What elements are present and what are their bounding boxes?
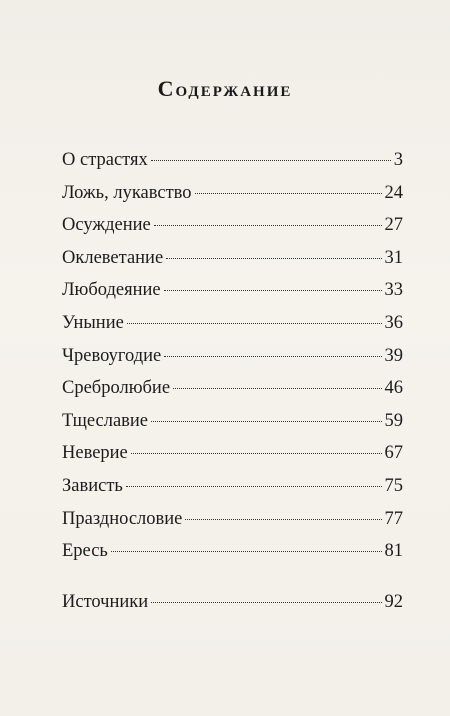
dot-leader	[131, 453, 382, 454]
toc-entry-page: 81	[384, 541, 403, 562]
toc-entry	[62, 541, 403, 574]
toc-entry-page: 24	[384, 182, 403, 203]
toc-entry-page: 39	[384, 345, 403, 366]
toc-entry	[62, 313, 403, 346]
toc-entry	[62, 183, 403, 216]
toc-entry-label: Оклеветание	[62, 247, 164, 268]
toc-entry	[62, 150, 403, 183]
toc-entry-page: 92	[384, 591, 403, 612]
toc-entry-label: Уныние	[62, 312, 124, 333]
dot-leader	[151, 160, 391, 161]
toc-entry	[62, 248, 403, 281]
toc-entry-label: Празднословие	[62, 508, 183, 529]
toc-entry	[62, 215, 403, 248]
toc-entry	[62, 346, 403, 379]
toc-entry-page: 46	[384, 378, 403, 399]
toc-entry-label: Чревоугодие	[62, 345, 162, 366]
toc-entry	[62, 509, 403, 542]
dot-leader	[195, 193, 382, 194]
toc-entry-label: Источники	[62, 591, 149, 612]
toc-entry-label: Ересь	[62, 541, 108, 562]
dot-leader	[126, 486, 382, 487]
toc-entry-label: Любодеяние	[62, 280, 161, 301]
toc-entry-sources	[62, 592, 403, 625]
toc-entry-label: Осуждение	[62, 215, 151, 236]
table-of-contents	[62, 150, 403, 624]
dot-leader	[111, 551, 382, 552]
toc-entry-page: 59	[384, 410, 403, 431]
toc-entry	[62, 378, 403, 411]
toc-entry-page: 36	[384, 312, 403, 333]
toc-entry-page: 67	[384, 443, 403, 464]
toc-entry-page: 33	[384, 280, 403, 301]
toc-entry-label: О страстях	[62, 150, 148, 170]
dot-leader	[164, 356, 381, 357]
toc-entry	[62, 443, 403, 476]
dot-leader	[151, 421, 381, 422]
dot-leader	[166, 258, 381, 259]
toc-entry-page: 27	[384, 215, 403, 236]
dot-leader	[151, 602, 381, 603]
toc-entry-page: 3	[393, 150, 403, 170]
dot-leader	[185, 519, 381, 520]
toc-entry-label: Ложь, лукавство	[62, 182, 192, 203]
toc-entry-page: 77	[384, 508, 403, 529]
toc-entry-label: Сребролюбие	[62, 378, 171, 399]
toc-entry-page: 31	[384, 247, 403, 268]
toc-entry	[62, 476, 403, 509]
dot-leader	[154, 225, 382, 226]
toc-entry-label: Зависть	[62, 475, 123, 496]
toc-entry	[62, 280, 403, 313]
dot-leader	[164, 290, 382, 291]
toc-entry-label: Тщеславие	[62, 410, 149, 431]
toc-entry-label: Неверие	[62, 443, 128, 464]
contents-title: Содержание	[157, 76, 293, 101]
dot-leader	[173, 388, 381, 389]
toc-entry	[62, 411, 403, 444]
dot-leader	[127, 323, 382, 324]
toc-entry-page: 75	[384, 475, 403, 496]
